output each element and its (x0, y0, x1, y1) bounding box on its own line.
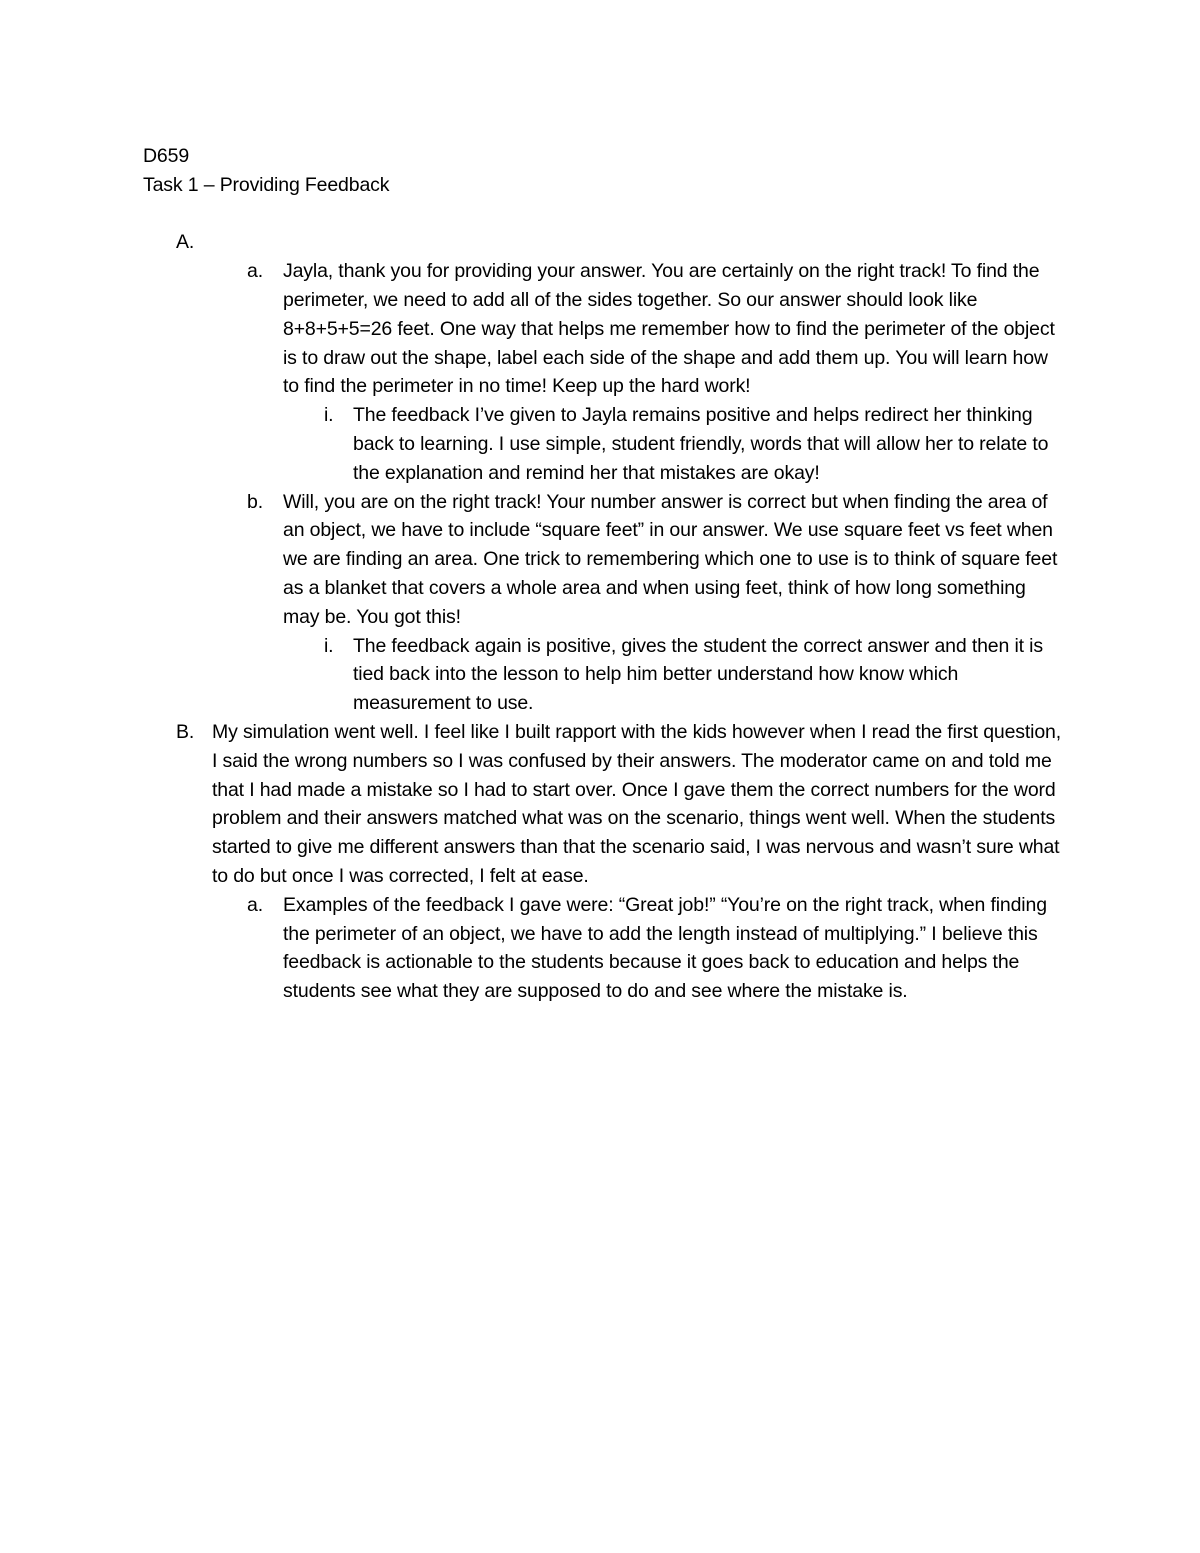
list-marker: i. (324, 404, 334, 427)
section-b-marker: B. (176, 720, 195, 743)
document-body (143, 142, 1063, 1006)
simulation-reflection: My simulation went well. I feel like I built rapport with the kids however when I read the first question, I said the wrong numbers so I was confused by their answers. The moderator came on and told me that I had made a mistake so I had to start over. Once I gave them the correct numbers for the word problem and their answers matched what was on the scenario, things went well. When the students started to give me different answers than that the scenario said, I was nervous and wasn’t sure what to do but once I was corrected, I felt at ease. (212, 720, 1062, 887)
section-a (143, 228, 1063, 257)
feedback-jayla-reflection: The feedback I’ve given to Jayla remains positive and helps redirect her thinking back to learning. I use simple, student friendly, words that will allow her to relate to the explanation and remind her that mistakes are okay! (353, 404, 1049, 484)
list-marker: a. (247, 893, 263, 916)
section-a-item-a (143, 257, 1063, 401)
feedback-will-reflection: The feedback again is positive, gives the student the correct answer and then it is tied back into the lesson to help him better understand how know which measurement to use. (353, 634, 1043, 715)
list-marker: a. (247, 260, 263, 283)
section-a-item-b-sub-i (143, 632, 1063, 718)
feedback-examples: Examples of the feedback I gave were: “Great job!” “You’re on the right track, when finding the perimeter of an object, we have to add the length instead of multiplying.” I believe this feedback is actionable to the students because it goes back to education and helps the students see what they are supposed to do and see where the mistake is. (283, 893, 1047, 1003)
blank-line (143, 200, 1063, 229)
list-marker: b. (247, 490, 263, 513)
section-b (143, 718, 1063, 891)
feedback-jayla: Jayla, thank you for providing your answer. You are certainly on the right track! To find the perimeter, we need to add all of the sides together. So our answer should look like 8+8+5+5=26 feet. One way that helps me remember how to find the perimeter of the object is to draw out the shape, label each side of the shape and add them up. You will learn how to find the perimeter in no time! Keep up the hard work! (283, 260, 1055, 398)
task-title: Task 1 – Providing Feedback (143, 173, 390, 196)
feedback-will: Will, you are on the right track! Your number answer is correct but when finding the area of an object, we have to include “square feet” in our answer. We use square feet vs feet when we are finding an area. One trick to remembering which one to use is to think of square feet as a blanket that covers a whole area and when using feet, think of how long something may be. You got this! (283, 490, 1058, 628)
course-code: D659 (143, 145, 190, 167)
list-marker: i. (324, 634, 334, 657)
section-b-item-a (143, 891, 1063, 1006)
section-a-item-a-sub-i (143, 401, 1063, 487)
section-a-item-b (143, 488, 1063, 632)
section-a-marker: A. (176, 231, 195, 254)
